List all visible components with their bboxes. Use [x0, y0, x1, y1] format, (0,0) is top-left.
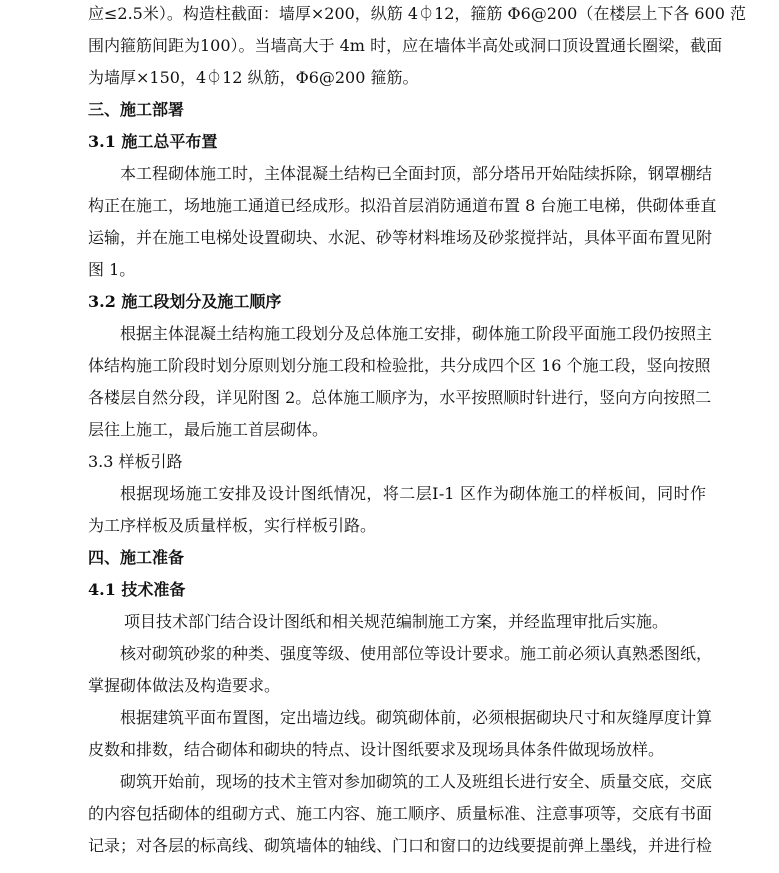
subsection-heading: 4.1 技术准备 — [88, 580, 186, 599]
text-line: 图 1。 — [88, 260, 136, 279]
text-line: 根据建筑平面布置图，定出墙边线。砌筑砌体前，必须根据砌块尺寸和灰缝厚度计算 — [120, 708, 713, 727]
subsection-heading: 3.2 施工段划分及施工顺序 — [88, 292, 282, 311]
subsection-heading: 3.3 样板引路 — [88, 452, 183, 471]
text-line: 各楼层自然分段，详见附图 2。总体施工顺序为，水平按照顺时针进行，竖向方向按照二 — [88, 388, 712, 407]
text-line: 为工序样板及质量样板，实行样板引路。 — [88, 516, 377, 535]
text-line: 记录；对各层的标高线、砌筑墙体的轴线、门口和窗口的边线要提前弹上墨线，并进行检 — [88, 836, 713, 855]
text-line: 为墙厚×150，4⏀12 纵筋，Φ6@200 箍筋。 — [88, 68, 419, 87]
text-line: 本工程砌体施工时，主体混凝土结构已全面封顶，部分塔吊开始陆续拆除，钢罩棚结 — [120, 164, 713, 183]
section-heading: 四、施工准备 — [88, 548, 185, 567]
text-line: 运输，并在施工电梯处设置砌块、水泥、砂等材料堆场及砂浆搅拌站，具体平面布置见附 — [88, 228, 713, 247]
text-line: 的内容包括砌体的组砌方式、施工内容、施工顺序、质量标准、注意事项等，交底有书面 — [88, 804, 713, 823]
section-heading: 三、施工部署 — [88, 100, 185, 119]
text-line: 砌筑开始前，现场的技术主管对参加砌筑的工人及班组长进行安全、质量交底，交底 — [120, 772, 713, 791]
subsection-heading: 3.1 施工总平布置 — [88, 132, 218, 151]
text-line: 围内箍筋间距为100）。当墙高大于 4m 时，应在墙体半高处或洞口顶设置通长圈梁，截面 — [88, 36, 723, 55]
text-line: 应≤2.5米）。构造柱截面：墙厚×200，纵筋 4⏀12，箍筋 Φ6@200（在楼层上下各 600 范 — [88, 4, 747, 23]
text-line: 项目技术部门结合设计图纸和相关规范编制施工方案，并经监理审批后实施。 — [124, 612, 669, 631]
text-line: 构正在施工，场地施工通道已经成形。拟沿首层消防通道布置 8 台施工电梯，供砌体垂直 — [88, 196, 717, 215]
text-line: 体结构施工阶段时划分原则划分施工段和检验批，共分成四个区 16 个施工段，竖向按照 — [88, 356, 711, 375]
text-line: 层往上施工，最后施工首层砌体。 — [88, 420, 329, 439]
text-line: 皮数和排数，结合砌体和砌块的特点、设计图纸要求及现场具体条件做现场放样。 — [88, 740, 665, 759]
text-line: 根据现场施工安排及设计图纸情况，将二层Ⅰ-1 区作为砌体施工的样板间，同时作 — [120, 484, 706, 503]
text-line: 核对砌筑砂浆的种类、强度等级、使用部位等设计要求。施工前必须认真熟悉图纸， — [120, 644, 713, 663]
text-line: 根据主体混凝土结构施工段划分及总体施工安排，砌体施工阶段平面施工段仍按照主 — [120, 324, 713, 343]
text-line: 掌握砌体做法及构造要求。 — [88, 676, 281, 695]
